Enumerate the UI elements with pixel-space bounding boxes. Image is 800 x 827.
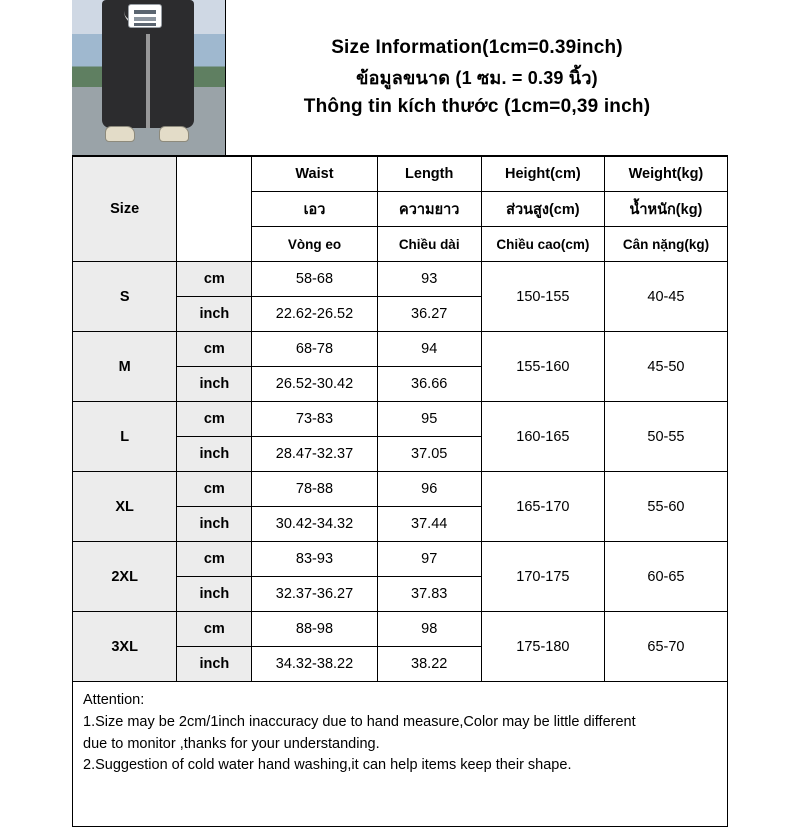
cell-length-cm-2xl: 97 (377, 542, 481, 577)
header-height-en: Height(cm) (481, 157, 604, 192)
header-height-vi: Chiều cao(cm) (481, 227, 604, 262)
header-weight-th: น้ำหนัก(kg) (604, 192, 727, 227)
attention-heading: Attention: (83, 692, 145, 708)
unit-inch: inch (177, 367, 252, 402)
attention-block (72, 682, 728, 827)
title-vietnamese: Thông tin kích thước (1cm=0,39 inch) (303, 96, 651, 117)
cell-length-cm-3xl: 98 (377, 612, 481, 647)
cell-length-in-3xl: 38.22 (377, 647, 481, 682)
header-height-th: ส่วนสูง(cm) (481, 192, 604, 227)
attention-line-1a: 1.Size may be 2cm/1inch inaccuracy due to hand measure,Color may be little different (83, 713, 636, 730)
title-english: Size Information(1cm=0.39inch) (331, 37, 623, 58)
table-row (73, 262, 728, 297)
right-shoe-icon (159, 126, 189, 142)
unit-inch: inch (177, 577, 252, 612)
cell-waist-cm-l: 73-83 (252, 402, 377, 437)
table-row (73, 542, 728, 577)
cell-waist-in-l: 28.47-32.37 (252, 437, 377, 472)
cell-weight-l: 50-55 (604, 402, 727, 472)
size-column-header: Size (73, 157, 177, 262)
cell-height-2xl: 170-175 (481, 542, 604, 612)
cell-length-cm-s: 93 (377, 262, 481, 297)
row-size-m: M (73, 332, 177, 402)
size-chart-frame (72, 0, 728, 800)
cell-waist-cm-s: 58-68 (252, 262, 377, 297)
attention-line-1b: due to monitor ,thanks for your understanding. (83, 735, 380, 752)
cell-waist-cm-2xl: 83-93 (252, 542, 377, 577)
cell-height-xl: 165-170 (481, 472, 604, 542)
size-table (72, 156, 728, 682)
cell-length-in-2xl: 37.83 (377, 577, 481, 612)
cell-waist-in-2xl: 32.37-36.27 (252, 577, 377, 612)
cell-length-in-xl: 37.44 (377, 507, 481, 542)
product-photo (72, 0, 226, 155)
watermark-badge-icon (128, 4, 162, 28)
cell-length-cm-xl: 96 (377, 472, 481, 507)
unit-inch: inch (177, 297, 252, 332)
unit-cm: cm (177, 612, 252, 647)
unit-cm: cm (177, 332, 252, 367)
cell-waist-cm-3xl: 88-98 (252, 612, 377, 647)
cell-height-3xl: 175-180 (481, 612, 604, 682)
header-length-vi: Chiều dài (377, 227, 481, 262)
header-weight-en: Weight(kg) (604, 157, 727, 192)
unit-cm: cm (177, 542, 252, 577)
unit-cm: cm (177, 472, 252, 507)
cell-weight-s: 40-45 (604, 262, 727, 332)
cell-length-cm-l: 95 (377, 402, 481, 437)
table-row (73, 472, 728, 507)
header-waist-en: Waist (252, 157, 377, 192)
title-thai: ข้อมูลขนาด (1 ซม. = 0.39 นิ้ว) (356, 68, 598, 88)
cell-waist-in-3xl: 34.32-38.22 (252, 647, 377, 682)
cell-height-l: 160-165 (481, 402, 604, 472)
unit-inch: inch (177, 647, 252, 682)
cell-length-cm-m: 94 (377, 332, 481, 367)
title-block (226, 0, 728, 155)
header-waist-th: เอว (252, 192, 377, 227)
unit-inch: inch (177, 507, 252, 542)
cell-weight-2xl: 60-65 (604, 542, 727, 612)
cell-weight-3xl: 65-70 (604, 612, 727, 682)
left-shoe-icon (105, 126, 135, 142)
unit-cm: cm (177, 402, 252, 437)
product-photo-image (72, 0, 225, 155)
header-length-th: ความยาว (377, 192, 481, 227)
cell-height-s: 150-155 (481, 262, 604, 332)
row-size-s: S (73, 262, 177, 332)
attention-line-2: 2.Suggestion of cold water hand washing,it can help items keep their shape. (83, 757, 572, 774)
cell-waist-in-xl: 30.42-34.32 (252, 507, 377, 542)
cell-length-in-s: 36.27 (377, 297, 481, 332)
row-size-2xl: 2XL (73, 542, 177, 612)
unit-column-header (177, 157, 252, 262)
header-weight-vi: Cân nặng(kg) (604, 227, 727, 262)
row-size-l: L (73, 402, 177, 472)
cell-height-m: 155-160 (481, 332, 604, 402)
cell-length-in-l: 37.05 (377, 437, 481, 472)
table-row (73, 612, 728, 647)
header-length-en: Length (377, 157, 481, 192)
unit-inch: inch (177, 437, 252, 472)
unit-cm: cm (177, 262, 252, 297)
cell-waist-in-m: 26.52-30.42 (252, 367, 377, 402)
table-header-row-en (73, 157, 728, 192)
row-size-xl: XL (73, 472, 177, 542)
cell-weight-xl: 55-60 (604, 472, 727, 542)
table-row (73, 402, 728, 437)
cell-waist-cm-xl: 78-88 (252, 472, 377, 507)
cell-waist-cm-m: 68-78 (252, 332, 377, 367)
cell-weight-m: 45-50 (604, 332, 727, 402)
row-size-3xl: 3XL (73, 612, 177, 682)
header-row (72, 0, 728, 156)
cell-waist-in-s: 22.62-26.52 (252, 297, 377, 332)
cell-length-in-m: 36.66 (377, 367, 481, 402)
header-waist-vi: Vòng eo (252, 227, 377, 262)
table-row (73, 332, 728, 367)
